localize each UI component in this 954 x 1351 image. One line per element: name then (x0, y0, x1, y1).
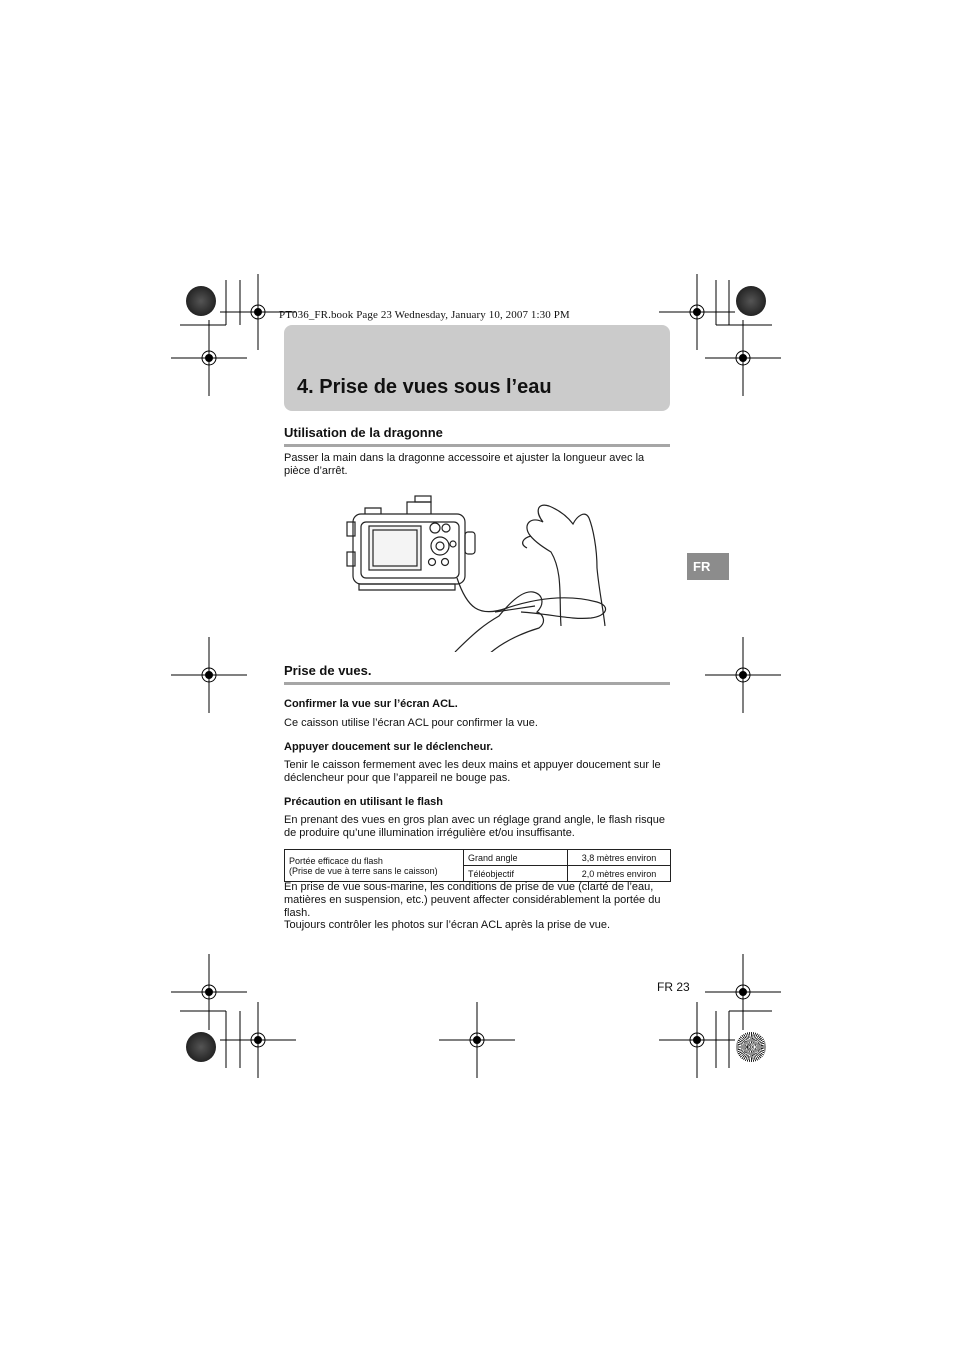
table-cell-mode: Grand angle (464, 850, 568, 866)
color-bar-dark-top-right (736, 286, 766, 316)
subheading-shutter: Appuyer doucement sur le déclencheur. (284, 741, 494, 753)
table-cell-mode: Téléobjectif (464, 866, 568, 882)
flash-range-table (284, 849, 671, 882)
page-number: FR 23 (657, 980, 690, 994)
flash-body: En prenant des vues en gros plan avec un réglage grand angle, le flash risque de produire qu’une illumination irrégulière et/ou insuffisante. (284, 814, 665, 839)
section-rule (284, 682, 670, 685)
section-heading-strap: Utilisation de la dragonne (284, 425, 443, 440)
table-label-line: Portée efficace du flash (289, 855, 383, 866)
color-bar-dark-top-left (186, 286, 216, 316)
color-bar-light-bottom-right (736, 1032, 766, 1062)
language-tab-label: FR (693, 559, 711, 574)
section-rule (284, 444, 670, 447)
section-heading-shooting: Prise de vues. (284, 663, 372, 678)
strap-body: Passer la main dans la dragonne accessoire et ajuster la longueur avec la pièce d’arrêt. (284, 452, 645, 477)
closing-para-1: En prise de vue sous-marine, les conditions de prise de vue (clarté de l’eau, matières en suspension, etc.) peuvent affecter considérablement la portée du flash. (284, 881, 661, 919)
closing-para-2: Toujours contrôler les photos sur l’écran ACL après la prise de vue. (284, 919, 611, 931)
language-tab (687, 553, 729, 580)
shutter-body: Tenir le caisson fermement avec les deux mains et appuyer doucement sur le déclencheur pour que l’appareil ne bouge pas. (284, 759, 661, 784)
strap-illustration (345, 492, 615, 652)
lcd-body: Ce caisson utilise l’écran ACL pour confirmer la vue. (284, 717, 538, 729)
table-cell-range: 3,8 mètres environ (568, 850, 671, 866)
table-label-cell (285, 850, 464, 882)
color-bar-dark-bottom-left (186, 1032, 216, 1062)
table-row (285, 850, 671, 866)
subheading-lcd: Confirmer la vue sur l’écran ACL. (284, 698, 458, 710)
table-cell-range: 2,0 mètres environ (568, 866, 671, 882)
subheading-flash: Précaution en utilisant le flash (284, 796, 443, 808)
chapter-title: 4. Prise de vues sous l’eau (297, 376, 552, 398)
print-header: PT036_FR.book Page 23 Wednesday, January 10, 2007 1:30 PM (279, 309, 570, 321)
table-label-line: (Prise de vue à terre sans le caisson) (289, 865, 438, 876)
